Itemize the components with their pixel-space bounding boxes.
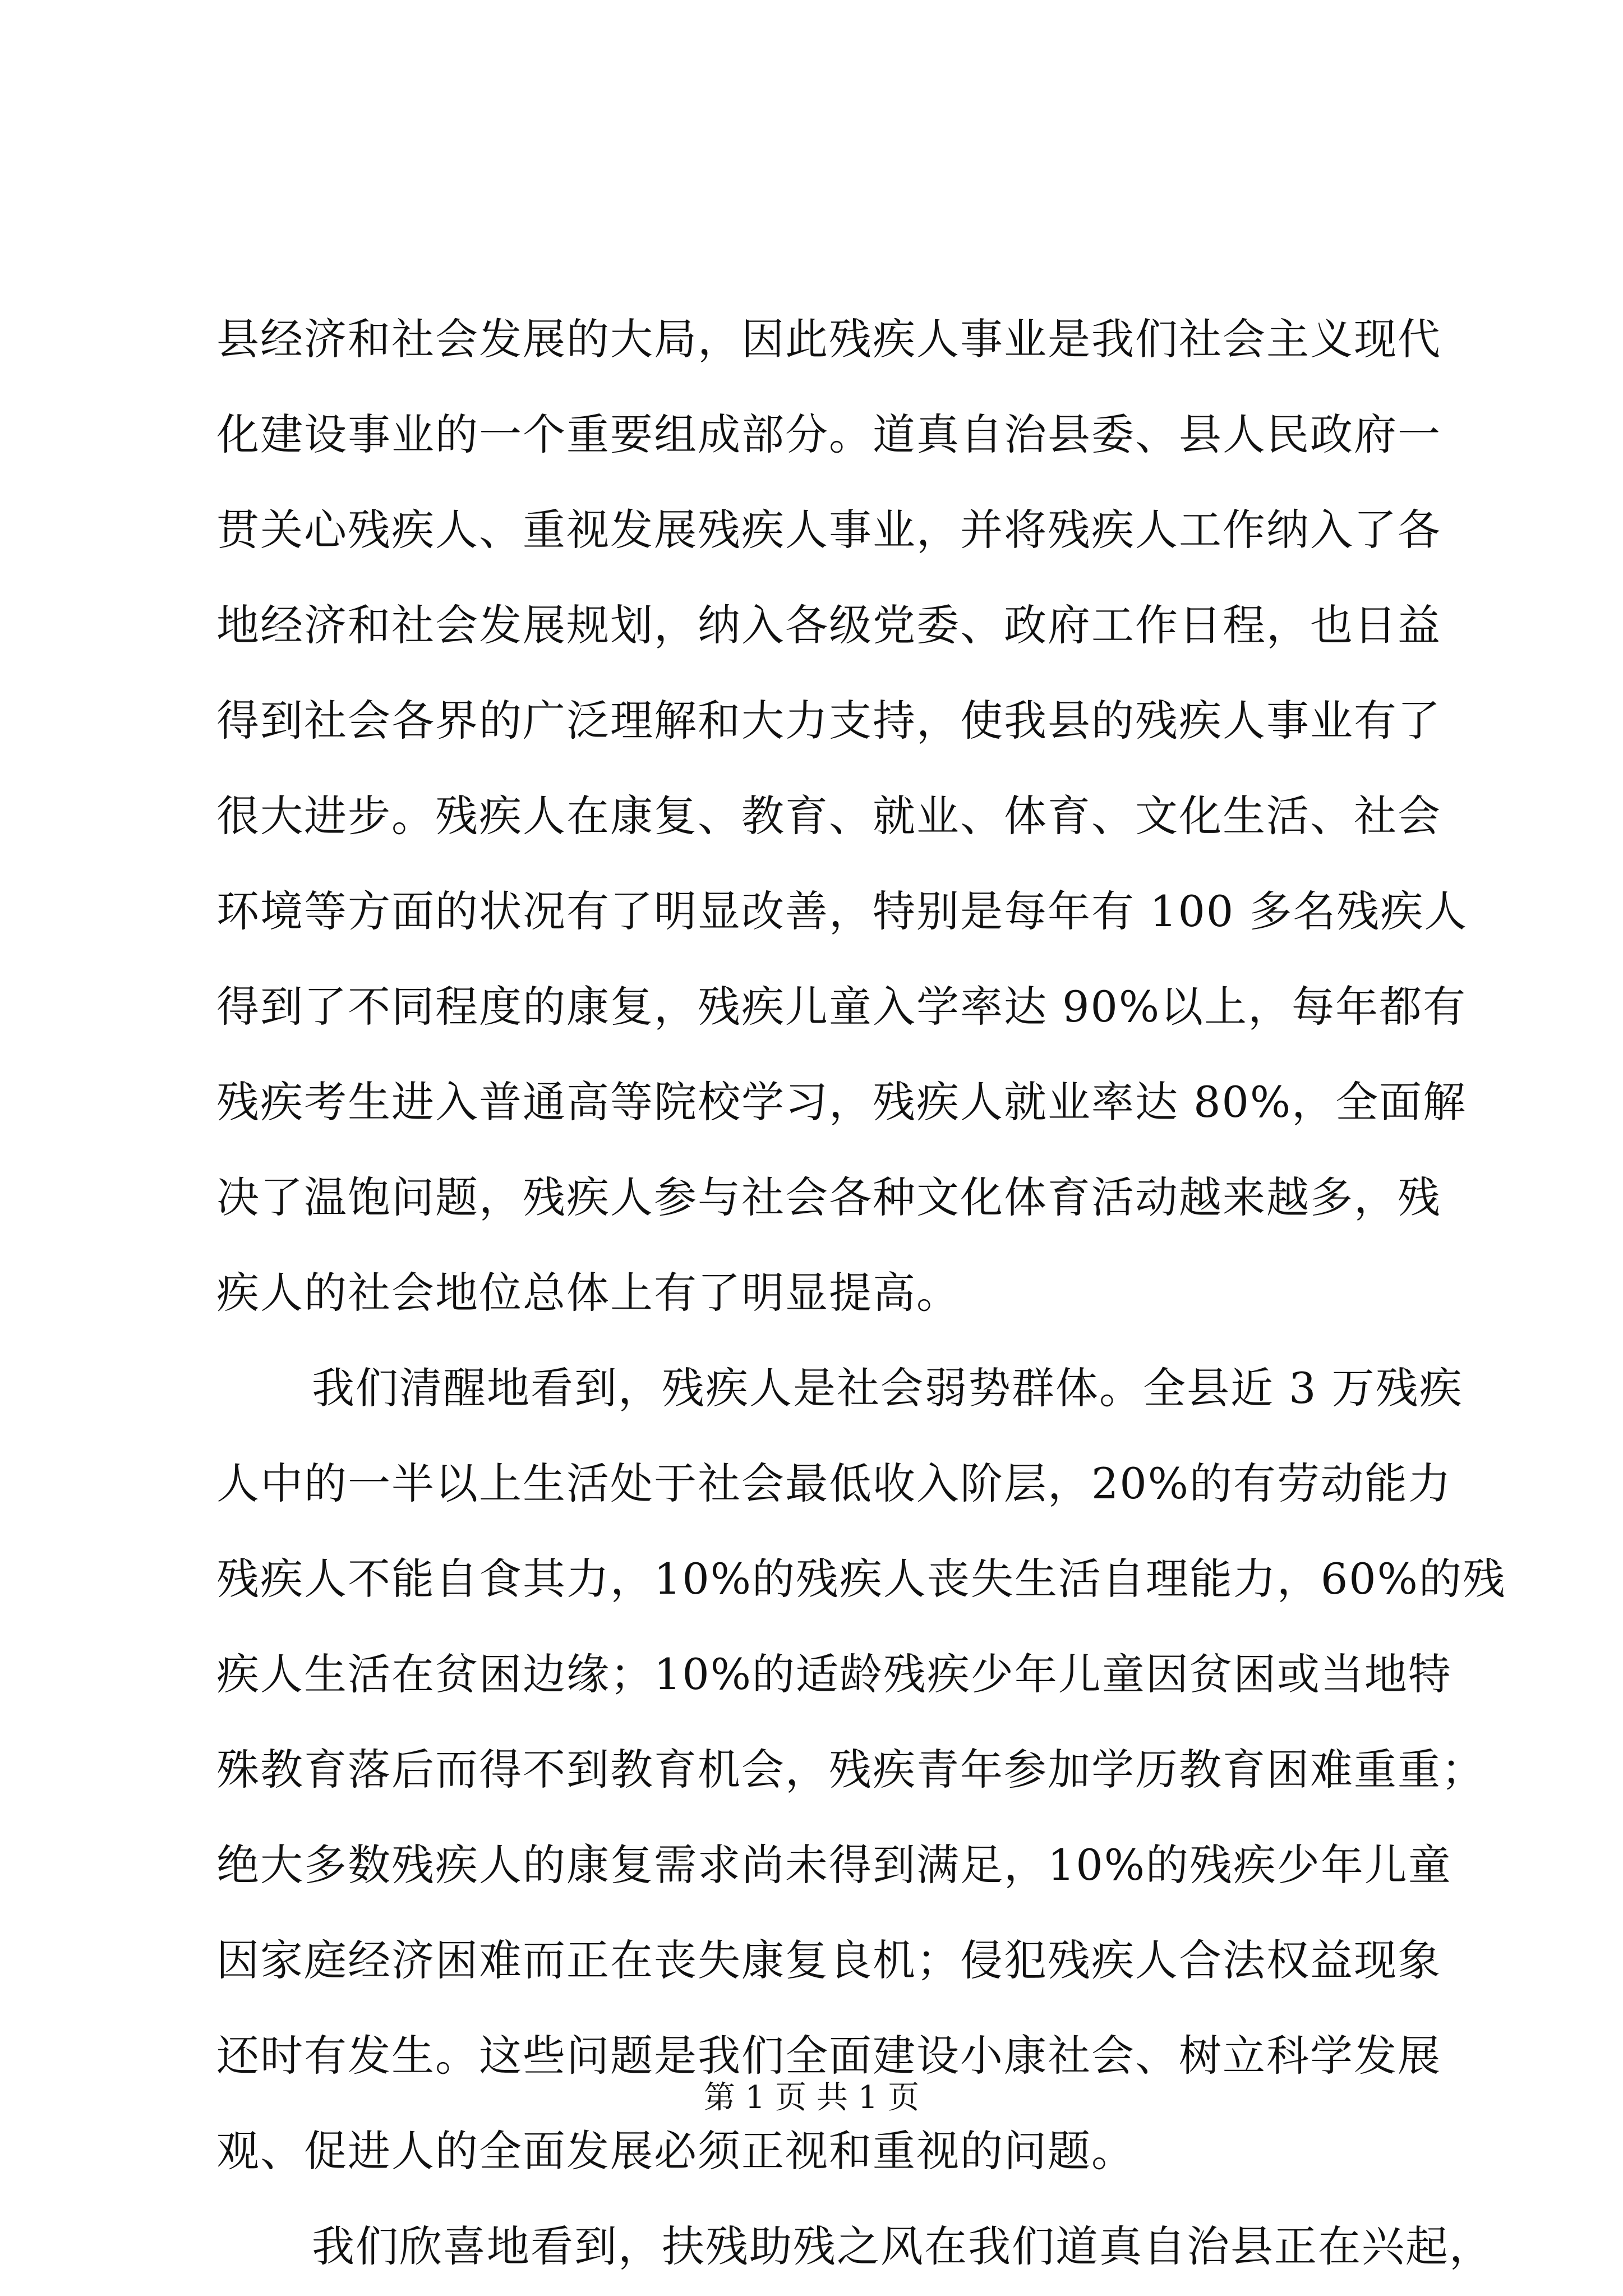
- text-line: 很大进步。残疾人在康复、教育、就业、体育、文化生活、社会: [216, 791, 1441, 841]
- text-line: 我们欣喜地看到，扶残助残之风在我们道真自治县正在兴起，: [312, 2221, 1493, 2271]
- text-line: 化建设事业的一个重要组成部分。道真自治县委、县人民政府一: [216, 409, 1441, 459]
- text-line: 环境等方面的状况有了明显改善，特别是每年有 100 多名残疾人: [216, 886, 1468, 936]
- text-line: 还时有发生。这些问题是我们全面建设小康社会、树立科学发展: [216, 2031, 1441, 2081]
- text-line: 决了温饱问题，残疾人参与社会各种文化体育活动越来越多，残: [216, 1172, 1441, 1222]
- text-line: 人中的一半以上生活处于社会最低收入阶层，20%的有劳动能力: [216, 1458, 1452, 1508]
- text-line: 地经济和社会发展规划，纳入各级党委、政府工作日程，也日益: [216, 600, 1441, 650]
- text-line: 疾人的社会地位总体上有了明显提高。: [216, 1268, 960, 1318]
- text-line: 残疾考生进入普通高等院校学习，残疾人就业率达 80%，全面解: [216, 1077, 1467, 1127]
- text-line: 得到了不同程度的康复，残疾儿童入学率达 90%以上，每年都有: [216, 982, 1467, 1032]
- text-line: 残疾人不能自食其力，10%的残疾人丧失生活自理能力，60%的残: [216, 1554, 1506, 1604]
- body-text: [216, 292, 1506, 2294]
- text-line: 因家庭经济困难而正在丧失康复良机；侵犯残疾人合法权益现象: [216, 1935, 1441, 1985]
- text-line: 得到社会各界的广泛理解和大力支持，使我县的残疾人事业有了: [216, 696, 1441, 746]
- text-line: 绝大多数残疾人的康复需求尚未得到满足，10%的残疾少年儿童: [216, 1840, 1452, 1890]
- page-footer: 第 1 页 共 1 页: [703, 2079, 920, 2116]
- text-line: 殊教育落后而得不到教育机会，残疾青年参加学历教育困难重重；: [216, 1745, 1485, 1795]
- text-line: 贯关心残疾人、重视发展残疾人事业，并将残疾人工作纳入了各: [216, 505, 1441, 555]
- text-line: 县经济和社会发展的大局，因此残疾人事业是我们社会主义现代: [216, 314, 1441, 364]
- text-line: 疾人生活在贫困边缘；10%的适龄残疾少年儿童因贫困或当地特: [216, 1649, 1452, 1699]
- text-line: 我们清醒地看到，残疾人是社会弱势群体。全县近 3 万残疾: [312, 1363, 1463, 1413]
- text-line: 观、促进人的全面发展必须正视和重视的问题。: [216, 2126, 1135, 2176]
